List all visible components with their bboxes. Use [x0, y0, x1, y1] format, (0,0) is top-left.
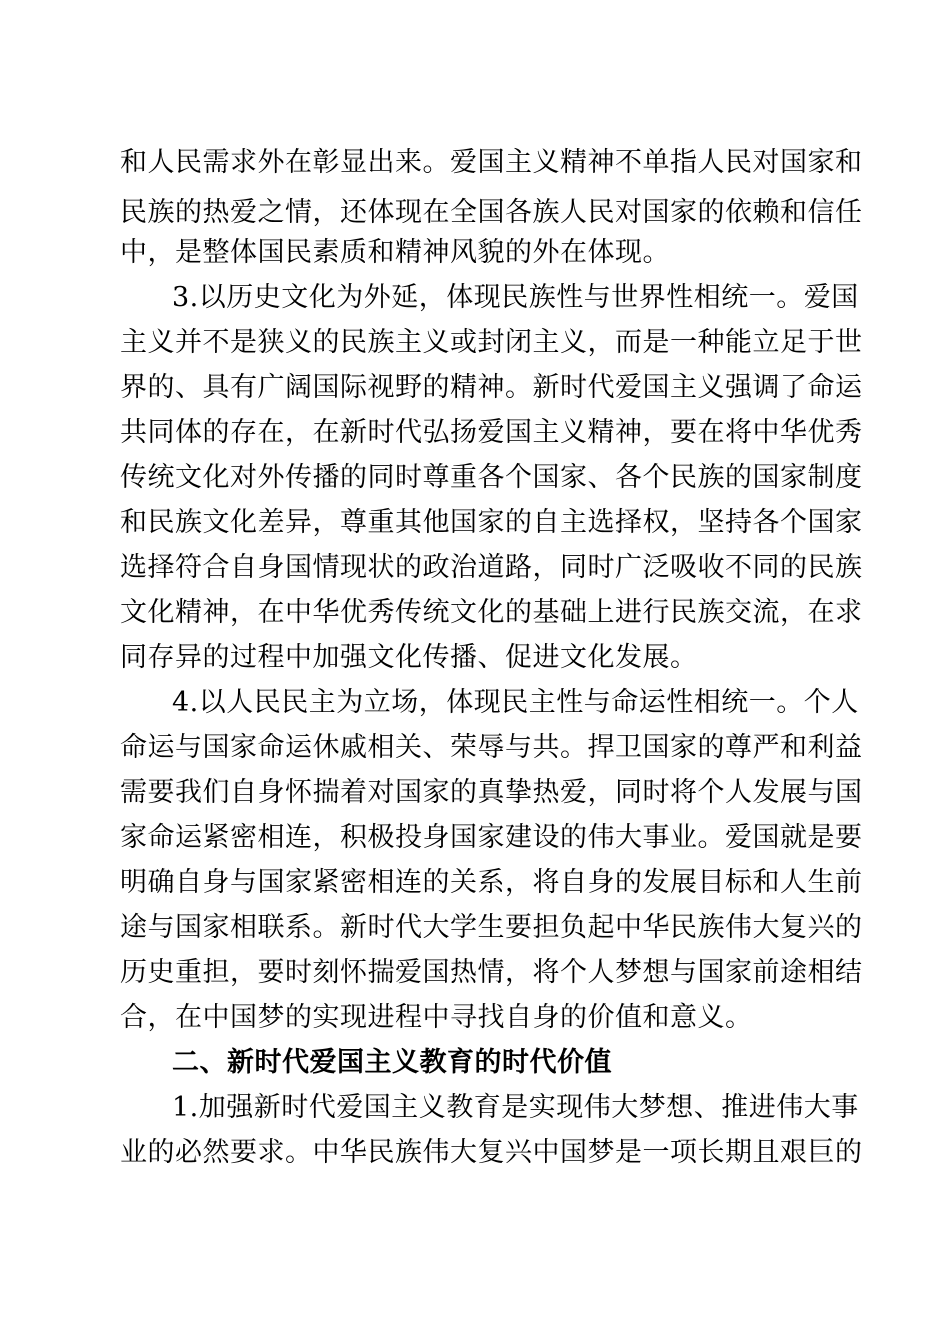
- text-line: 4.以人民民主为立场，体现民主性与命运性相统一。个人: [172, 687, 859, 718]
- text-line: 明确自身与国家紧密相连的关系，将自身的发展目标和人生前: [120, 867, 863, 898]
- text-line: 和民族文化差异，尊重其他国家的自主选择权，坚持各个国家: [120, 507, 863, 538]
- text-line: 家命运紧密相连，积极投身国家建设的伟大事业。爱国就是要: [120, 822, 863, 853]
- text-line: 文化精神，在中华优秀传统文化的基础上进行民族交流，在求: [120, 597, 863, 628]
- text-line: 命运与国家命运休戚相关、荣辱与共。捍卫国家的尊严和利益: [120, 732, 863, 763]
- text-line: 同存异的过程中加强文化传播、促进文化发展。: [120, 642, 698, 673]
- section-heading: 二、新时代爱国主义教育的时代价值: [172, 1047, 612, 1078]
- text-line: 选择符合自身国情现状的政治道路，同时广泛吸收不同的民族: [120, 552, 863, 583]
- text-line: 民族的热爱之情，还体现在全国各族人民对国家的依赖和信任: [120, 197, 863, 228]
- text-line: 需要我们自身怀揣着对国家的真挚热爱，同时将个人发展与国: [120, 777, 863, 808]
- text-line: 1.加强新时代爱国主义教育是实现伟大梦想、推进伟大事: [172, 1092, 859, 1123]
- text-line: 和人民需求外在彰显出来。爱国主义精神不单指人民对国家和: [120, 147, 863, 178]
- text-line: 途与国家相联系。新时代大学生要担负起中华民族伟大复兴的: [120, 912, 863, 943]
- text-line: 界的、具有广阔国际视野的精神。新时代爱国主义强调了命运: [120, 372, 863, 403]
- text-line: 中，是整体国民素质和精神风貌的外在体现。: [120, 237, 670, 268]
- text-line: 合，在中国梦的实现进程中寻找自身的价值和意义。: [120, 1002, 753, 1033]
- text-line: 共同体的存在，在新时代弘扬爱国主义精神，要在将中华优秀: [120, 417, 863, 448]
- text-line: 历史重担，要时刻怀揣爱国热情，将个人梦想与国家前途相结: [120, 957, 863, 988]
- text-line: 业的必然要求。中华民族伟大复兴中国梦是一项长期且艰巨的: [120, 1137, 863, 1168]
- text-line: 传统文化对外传播的同时尊重各个国家、各个民族的国家制度: [120, 462, 863, 493]
- text-line: 3.以历史文化为外延，体现民族性与世界性相统一。爱国: [172, 282, 859, 313]
- text-line: 主义并不是狭义的民族主义或封闭主义，而是一种能立足于世: [120, 327, 863, 358]
